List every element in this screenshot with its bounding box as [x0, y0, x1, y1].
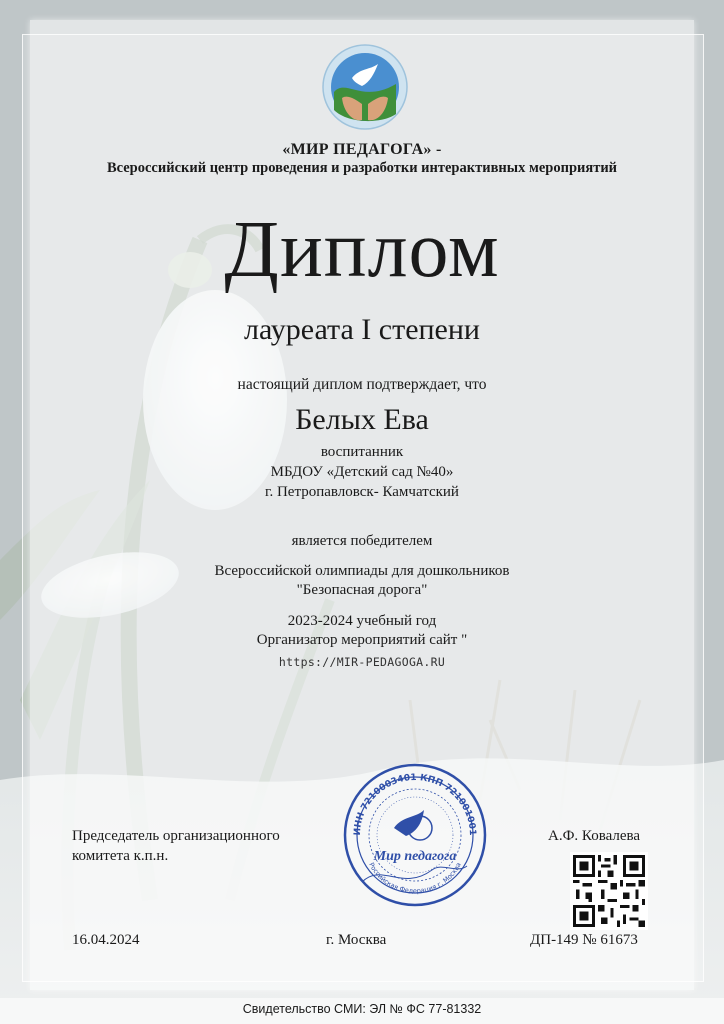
diploma-degree: лауреата I степени: [244, 313, 480, 346]
recipient-city: г. Петропавловск- Камчатский: [265, 484, 459, 500]
organization-stamp: [342, 762, 488, 908]
stamp-top-text: ИНН 7210003401 КПП 721001001: [352, 772, 478, 836]
organizer-text: Организатор мероприятий сайт ": [256, 632, 468, 648]
stamp-center-text: Мир педагога: [373, 849, 457, 864]
school-year: 2023-2024 учебный год: [287, 613, 437, 629]
qr-code-icon[interactable]: [570, 852, 648, 930]
globe-hands-dove-icon: [322, 44, 408, 130]
chair-title-line1: Председатель организационного: [72, 828, 280, 844]
event-line1: Всероссийской олимпиады для дошкольников: [214, 563, 510, 579]
stamp-bottom-text: Российская Федерация г. Москва: [367, 861, 463, 896]
website-url: https://MIR-PEDAGOGA.RU: [278, 655, 446, 669]
confirm-text: настоящий диплом подтверждает, что: [237, 376, 487, 393]
chair-title-line2: комитета к.п.н.: [72, 848, 169, 864]
org-subtitle: Всероссийский центр проведения и разработки интерактивных мероприятий: [106, 160, 618, 176]
event-line2: "Безопасная дорога": [296, 582, 428, 598]
media-certificate: Свидетельство СМИ: ЭЛ № ФС 77-81332: [242, 1002, 482, 1016]
recipient-role: воспитанник: [320, 444, 404, 460]
org-name: «МИР ПЕДАГОГА» -: [282, 141, 442, 158]
issue-place: г. Москва: [326, 932, 387, 948]
chair-name: А.Ф. Ковалева: [548, 828, 641, 844]
recipient-name: Белых Ева: [295, 403, 429, 436]
recipient-institution: МБДОУ «Детский сад №40»: [270, 464, 454, 480]
winner-text: является победителем: [291, 533, 433, 549]
diploma-title: Диплом: [224, 206, 500, 294]
diploma-number: ДП-149 № 61673: [530, 932, 638, 948]
issue-date: 16.04.2024: [72, 932, 140, 948]
